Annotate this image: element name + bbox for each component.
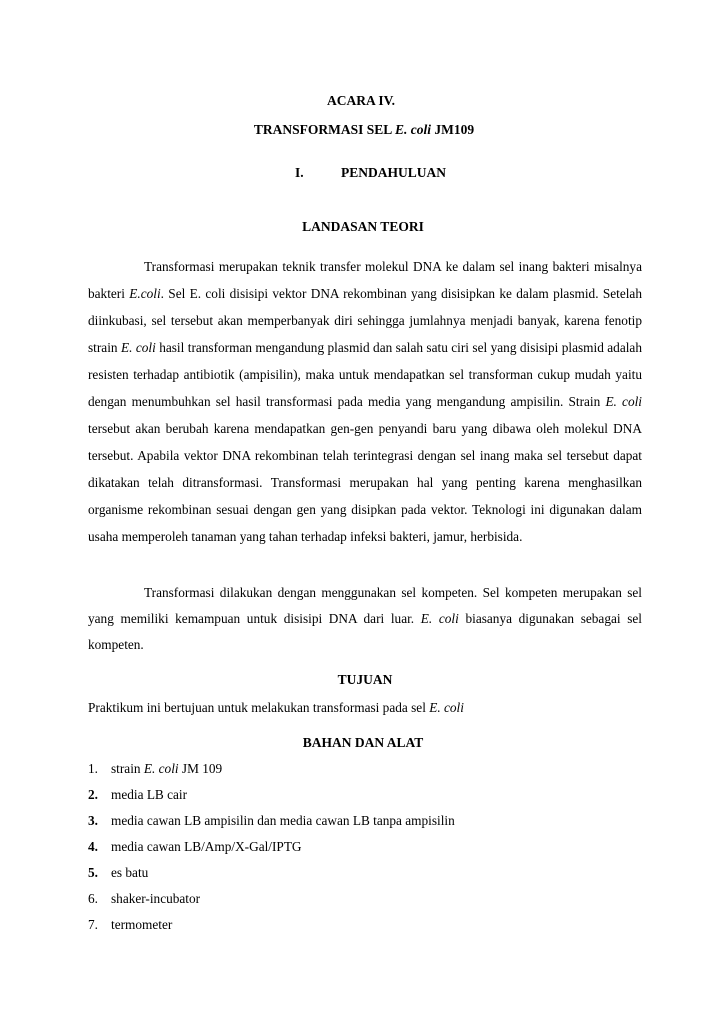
landasan-heading: LANDASAN TEORI (302, 219, 424, 234)
paragraph-1-run: hasil transforman mengandung plasmid dan salah satu ciri sel yang disisipi plasmid adalah resisten terhadap antibiotik (ampisilin), maka untuk mendapatkan sel transforman cukup mudah yaitu dengan menumbuhkan sel hasil transformasi pada media yang mengandung ampisilin. Strain (88, 340, 642, 409)
paragraph-1-run: tersebut akan berubah karena mendapatkan gen-gen penyandi baru yang dibawa oleh molekul DNA tersebut. Apabila vektor DNA rekombinan telah terintegrasi dengan sel inang maka sel tersebut dapat dikatakan telah ditransformasi. Transformasi merupakan hal yang penting karena menghasilkan organisme rekombinan sesuai dengan gen yang disipkan pada vektor. Teknologi ini digunakan dalam usaha memperoleh tanaman yang tahan terhadap infeksi bakteri, jamur, herbisida. (88, 421, 642, 544)
bahan-heading: BAHAN DAN ALAT (302, 735, 424, 750)
list-item (88, 839, 455, 865)
paragraph-2-run: E. coli (420, 611, 459, 626)
landasan-paragraph-2-text (88, 585, 642, 652)
list-item (88, 787, 455, 813)
landasan-paragraph-2 (88, 580, 642, 658)
paragraph-1-run: E.coli (129, 286, 161, 301)
title-prefix: TRANSFORMASI SEL (253, 122, 395, 137)
list-item-text: es batu (111, 865, 149, 880)
tujuan-heading: TUJUAN (337, 672, 393, 687)
tujuan-text-prefix: Praktikum ini bertujuan untuk melakukan transformasi pada sel (88, 700, 430, 715)
section-title: PENDAHULUAN (341, 165, 447, 180)
section-numeral: I. (295, 165, 304, 180)
list-item (88, 813, 455, 839)
list-item (88, 761, 455, 787)
tujuan-text-organism: E. coli (429, 700, 464, 715)
document-title (0, 122, 728, 138)
list-item (88, 917, 455, 943)
landasan-paragraph-1 (88, 253, 642, 550)
list-item-text: E. coli (143, 761, 179, 776)
list-item-text: media cawan LB ampisilin dan media cawan LB tanpa ampisilin (111, 813, 455, 828)
list-item-number: 5. (88, 865, 98, 880)
acara-heading: ACARA IV. (326, 93, 395, 108)
list-item-text: shaker-incubator (111, 891, 201, 906)
list-item-text: termometer (111, 917, 173, 932)
list-item-number: 3. (88, 813, 98, 828)
title-organism: E. coli (394, 122, 431, 137)
list-item-text: media LB cair (111, 787, 188, 802)
landasan-paragraph-1-text (88, 259, 642, 544)
list-item-number: 2. (88, 787, 98, 802)
list-item-text: strain (111, 761, 144, 776)
list-item (88, 865, 455, 891)
list-item-number: 1. (88, 761, 98, 776)
paragraph-1-run: Transformasi merupakan teknik transfer molekul DNA ke dalam sel inang bakteri misalnya bakteri (88, 259, 642, 301)
list-item-number: 7. (88, 917, 98, 932)
list-item-text: media cawan LB/Amp/X-Gal/IPTG (111, 839, 302, 854)
list-item-number: 6. (88, 891, 98, 906)
list-item-text: JM 109 (178, 761, 223, 776)
bahan-list (88, 761, 455, 943)
paragraph-2-run: Transformasi dilakukan dengan menggunakan sel kompeten. Sel kompeten merupakan sel yang memiliki kemampuan untuk disisipi DNA dari luar. (88, 585, 642, 626)
tujuan-text (88, 700, 464, 716)
title-suffix: JM109 (430, 122, 475, 137)
paragraph-1-run: E. coli (605, 394, 642, 409)
paragraph-1-run: E. coli (120, 340, 156, 355)
paragraph-2-run: biasanya digunakan sebagai sel kompeten. (88, 611, 642, 652)
list-item (88, 891, 455, 917)
paragraph-1-run: . Sel E. coli disisipi vektor DNA rekombinan yang disisipkan ke dalam plasmid. Setelah diinkubasi, sel tersebut akan memperbanyak diri sehingga jumlahnya menjadi banyak, karena fenotip strain (88, 286, 642, 355)
list-item-number: 4. (88, 839, 98, 854)
